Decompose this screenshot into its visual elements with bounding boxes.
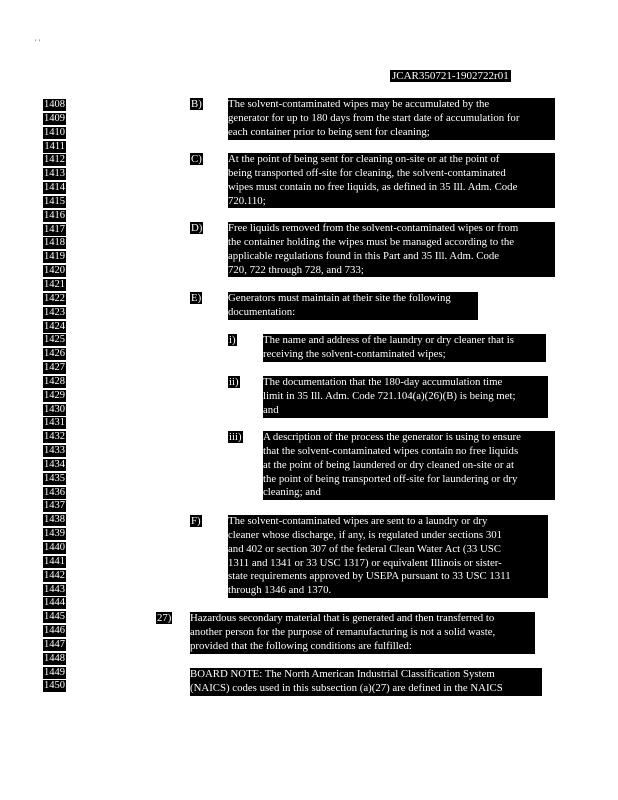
- line-number-text: 1439: [44, 528, 65, 540]
- line-number-text: 1425: [44, 334, 65, 346]
- line-number: [40, 250, 66, 264]
- line-number-text: 1429: [44, 389, 65, 401]
- line-number: [40, 126, 66, 140]
- line-number-text: 1416: [44, 209, 65, 221]
- item-27-text: Hazardous secondary material that is generated and then transferred to another person for the purpose of remanufacturing is not a solid waste, provided that the following conditions are fulfilled:: [190, 612, 535, 654]
- line-number-text: 1421: [44, 278, 65, 290]
- item-label-e: E): [191, 292, 202, 304]
- item-ii-text: The documentation that the 180-day accumulation time limit in 35 Ill. Adm. Code 721.104(a)(26)(B) is being met; and: [263, 376, 548, 418]
- line-number-text: 1420: [44, 265, 65, 277]
- line-number: [40, 486, 66, 500]
- line-number-text: 1450: [44, 680, 65, 692]
- line-number: [40, 513, 66, 527]
- item-i-text: The name and address of the laundry or dry cleaner that is receiving the solvent-contaminated wipes;: [263, 334, 546, 362]
- line-number-text: 1432: [44, 431, 65, 443]
- line-number: [40, 209, 66, 223]
- line-number: [40, 333, 66, 347]
- line-number: [40, 652, 66, 666]
- line-number: [40, 320, 66, 334]
- item-label-c: C): [191, 153, 202, 165]
- line-number-text: 1438: [44, 514, 65, 526]
- line-number: [40, 624, 66, 638]
- line-number: [40, 610, 66, 624]
- line-number-text: 1430: [44, 403, 65, 415]
- line-number-text: 1445: [44, 611, 65, 623]
- line-number-text: 1422: [44, 292, 65, 304]
- line-number-text: 1441: [44, 555, 65, 567]
- line-number: [40, 264, 66, 278]
- item-label-d: D): [191, 222, 203, 234]
- line-number-text: 1413: [44, 168, 65, 180]
- line-number: [40, 140, 66, 154]
- line-number-text: 1415: [44, 195, 65, 207]
- item-label-ii: ii): [229, 376, 239, 388]
- line-number: [40, 499, 66, 513]
- item-label-f: F): [191, 515, 201, 527]
- line-number-text: 1411: [44, 140, 65, 152]
- line-number-text: 1409: [44, 112, 65, 124]
- line-number-column: [40, 98, 66, 693]
- document-header-id: JCAR350721-1902722r01: [392, 70, 509, 82]
- item-label-27: 27): [157, 612, 172, 624]
- item-d-text: Free liquids removed from the solvent-contaminated wipes or from the container holding the wipes must be managed according to the applicable regulations found in this Part and 35 Ill. Adm. Code 720, 722 through 728, and 733;: [228, 222, 555, 277]
- line-number: [40, 458, 66, 472]
- line-number: [40, 195, 66, 209]
- line-number-text: 1440: [44, 542, 65, 553]
- line-number-text: 1426: [44, 348, 65, 360]
- line-number: [40, 444, 66, 458]
- line-number: [40, 389, 66, 403]
- line-number-text: 1433: [44, 445, 65, 457]
- board-note: BOARD NOTE: The North American Industrial Classification System (NAICS) codes used in this subsection (a)(27) are defined in the NAICS: [190, 668, 542, 696]
- line-number: [40, 292, 66, 306]
- line-number: [40, 416, 66, 430]
- line-number: [40, 236, 66, 250]
- line-number: [40, 306, 66, 320]
- item-b-text: The solvent-contaminated wipes may be accumulated by the generator for up to 180 days from the start date of accumulation for each container prior to being sent for cleaning;: [228, 98, 555, 140]
- item-label-i: i): [229, 334, 236, 346]
- line-number: [40, 596, 66, 610]
- line-number: [40, 181, 66, 195]
- line-number: [40, 569, 66, 583]
- line-number-text: 1427: [44, 362, 65, 374]
- line-number-text: 1435: [44, 472, 65, 484]
- line-number-text: 1428: [44, 375, 65, 387]
- line-number: [40, 472, 66, 486]
- line-number: [40, 153, 66, 167]
- line-number-text: 1436: [44, 486, 65, 498]
- line-number: [40, 98, 66, 112]
- line-number-text: 1442: [44, 569, 65, 581]
- item-c-text: At the point of being sent for cleaning on-site or at the point of being transported off-site for cleaning, the solvent-contaminated wipes must contain no free liquids, as defined in 35 Ill. Adm. Code 720.110;: [228, 153, 555, 208]
- line-number: [40, 375, 66, 389]
- line-number: [40, 541, 66, 555]
- line-number-text: 1414: [44, 182, 65, 194]
- line-number-text: 1434: [44, 458, 65, 470]
- line-number-text: 1423: [44, 306, 65, 318]
- line-number-text: 1446: [44, 625, 65, 637]
- line-number: [40, 583, 66, 597]
- line-number: [40, 527, 66, 541]
- line-number: [40, 679, 66, 693]
- line-number: [40, 666, 66, 680]
- line-number: [40, 223, 66, 237]
- line-number-text: 1408: [44, 99, 65, 110]
- line-number: [40, 638, 66, 652]
- line-number: [40, 278, 66, 292]
- line-number: [40, 403, 66, 417]
- item-e-text: Generators must maintain at their site the following documentation:: [228, 292, 478, 320]
- line-number: [40, 347, 66, 361]
- item-label-iii: iii): [229, 431, 242, 443]
- line-number-text: 1443: [44, 583, 65, 595]
- line-number-text: 1417: [44, 223, 65, 235]
- line-number-text: 1419: [44, 251, 65, 263]
- line-number-text: 1424: [44, 320, 65, 332]
- line-number-text: 1447: [44, 638, 65, 650]
- item-iii-text: A description of the process the generator is using to ensure that the solvent-contaminated wipes contain no free liquids at the point of being laundered or dry cleaned on-site or at the point of being transported off-site for laundering or dry cleaning; and: [263, 431, 555, 500]
- line-number: [40, 430, 66, 444]
- line-number: [40, 167, 66, 181]
- line-number-text: 1437: [44, 500, 65, 512]
- line-number-text: 1444: [44, 597, 65, 609]
- line-number-text: 1418: [44, 237, 65, 249]
- item-label-b: B): [191, 98, 202, 110]
- line-number-text: 1448: [44, 652, 65, 664]
- line-number-text: 1449: [44, 666, 65, 678]
- line-number-text: 1412: [44, 154, 65, 166]
- scan-specks: ' ': [35, 38, 40, 47]
- line-number: [40, 112, 66, 126]
- line-number: [40, 555, 66, 569]
- item-f-text: The solvent-contaminated wipes are sent to a laundry or dry cleaner whose discharge, if any, is regulated under sections 301 and 402 or section 307 of the federal Clean Water Act (33 USC 1311 and 1341 or 33 USC 1317) or equivalent Illinois or sister- state requirements approved by USEPA pursuant to 33 USC 1311 through 1346 and 1370.: [228, 515, 548, 598]
- line-number-text: 1410: [44, 126, 65, 138]
- line-number-text: 1431: [44, 417, 65, 429]
- line-number: [40, 361, 66, 375]
